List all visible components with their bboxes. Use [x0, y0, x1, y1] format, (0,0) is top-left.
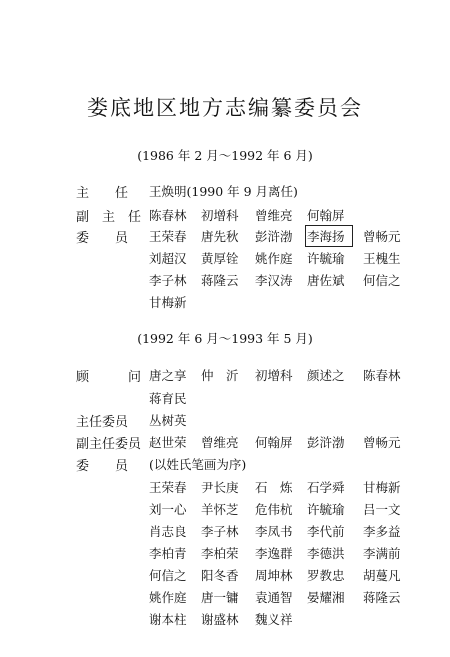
name: 周坤林	[254, 568, 293, 583]
page-title: 娄底地区地方志编纂委员会	[87, 96, 363, 120]
s2-members-row	[149, 478, 400, 496]
name: 李德洪	[306, 546, 345, 561]
name: 李满前	[362, 546, 401, 561]
s2-members-row	[149, 544, 400, 562]
name: 刘一心	[149, 502, 187, 517]
s2-advisors-row	[149, 389, 187, 407]
name: 仲 沂	[200, 368, 239, 383]
name: 石学舜	[306, 480, 345, 495]
name: 彭浒渤	[306, 435, 345, 450]
name: 许毓瑜	[306, 251, 345, 266]
name: 李柏荣	[200, 546, 239, 561]
name: 何信之	[362, 273, 401, 288]
s2-members-row	[149, 500, 400, 518]
name: 曾畅元	[362, 435, 401, 450]
s2-advisors-row	[149, 366, 400, 384]
name: 李子林	[200, 524, 239, 539]
s2-director: 丛树英	[149, 413, 187, 428]
s2-director-label: 主任委员	[76, 415, 129, 430]
name: 李逸群	[254, 546, 293, 561]
name: 何信之	[149, 568, 187, 583]
name: 蒋育民	[149, 391, 187, 406]
s2-members-label: 委 员	[76, 459, 129, 474]
name: 刘超汉	[149, 251, 187, 266]
name: 晏耀湘	[306, 590, 345, 605]
name: 阳冬香	[200, 568, 239, 583]
name: 袁通智	[254, 590, 293, 605]
name: 唐一镛	[200, 590, 239, 605]
s2-vice-label: 副主任委员	[76, 437, 142, 452]
name: 谢盛林	[200, 612, 239, 627]
name: 李多益	[362, 524, 401, 539]
s1-director-label: 主 任	[76, 186, 129, 201]
s1-members-row	[149, 227, 400, 245]
name: 唐佐斌	[306, 273, 345, 288]
name: 王荣春	[149, 480, 187, 495]
name: 蒋隆云	[362, 590, 401, 605]
s2-advisor-label: 顾 问	[76, 370, 142, 385]
name: 尹长庚	[200, 480, 239, 495]
name: 罗教忠	[306, 568, 345, 583]
name: 李代前	[306, 524, 345, 539]
s2-members-row	[149, 522, 400, 540]
s1-vice-list	[149, 206, 344, 224]
name: 甘梅新	[362, 480, 401, 495]
s1-members-label: 委 员	[76, 231, 129, 246]
name: 李汉涛	[254, 273, 293, 288]
name: 颜述之	[306, 368, 345, 383]
name: 李柏青	[149, 546, 187, 561]
s2-vice-list	[149, 433, 400, 451]
name: 王槐生	[362, 251, 401, 266]
name: 赵世荣	[149, 435, 187, 450]
period-2: (1992 年 6 月～1993 年 5 月)	[137, 331, 313, 346]
name: 许毓瑜	[306, 502, 345, 517]
name: 危伟杭	[254, 502, 293, 517]
name: 李子林	[149, 273, 187, 288]
name: 姚作庭	[254, 251, 293, 266]
name: 曾畅元	[362, 229, 401, 244]
s2-members-row	[149, 588, 400, 606]
s1-members-row	[149, 293, 187, 311]
name: 何翰屏	[306, 208, 345, 223]
name: 曾维亮	[254, 208, 293, 223]
name: 王荣春	[149, 229, 187, 244]
name: 陈春林	[149, 208, 187, 223]
name: 曾维亮	[200, 435, 239, 450]
name: 何翰屏	[254, 435, 293, 450]
name: 黄厚铨	[200, 251, 239, 266]
name: 李凤书	[254, 524, 293, 539]
name: 蒋隆云	[200, 273, 239, 288]
name: 唐之享	[149, 368, 187, 383]
s2-members-row	[149, 566, 400, 584]
name: 姚作庭	[149, 590, 187, 605]
period-1: (1986 年 2 月～1992 年 6 月)	[137, 148, 313, 163]
name: 羊怀芝	[200, 502, 239, 517]
name: 甘梅新	[149, 295, 187, 310]
s1-vice-label: 副 主 任	[76, 210, 142, 225]
name: 彭浒渤	[254, 229, 293, 244]
s2-members-note: (以姓氏笔画为序)	[149, 457, 247, 472]
s1-members-row	[149, 271, 400, 289]
name: 胡蔓凡	[362, 568, 401, 583]
s1-members-row	[149, 249, 400, 267]
name: 初增科	[254, 368, 293, 383]
s1-director: 王焕明(1990 年 9 月离任)	[149, 184, 298, 199]
name: 唐先秋	[200, 229, 239, 244]
name: 石 炼	[254, 480, 293, 495]
name: 初增科	[200, 208, 239, 223]
name: 陈春林	[362, 368, 401, 383]
name-boxed: 李海扬	[307, 227, 351, 245]
name: 吕一文	[362, 502, 401, 517]
name: 魏义祥	[254, 612, 293, 627]
name: 肖志良	[149, 524, 187, 539]
s2-members-row	[149, 610, 292, 628]
name: 谢本柱	[149, 612, 187, 627]
